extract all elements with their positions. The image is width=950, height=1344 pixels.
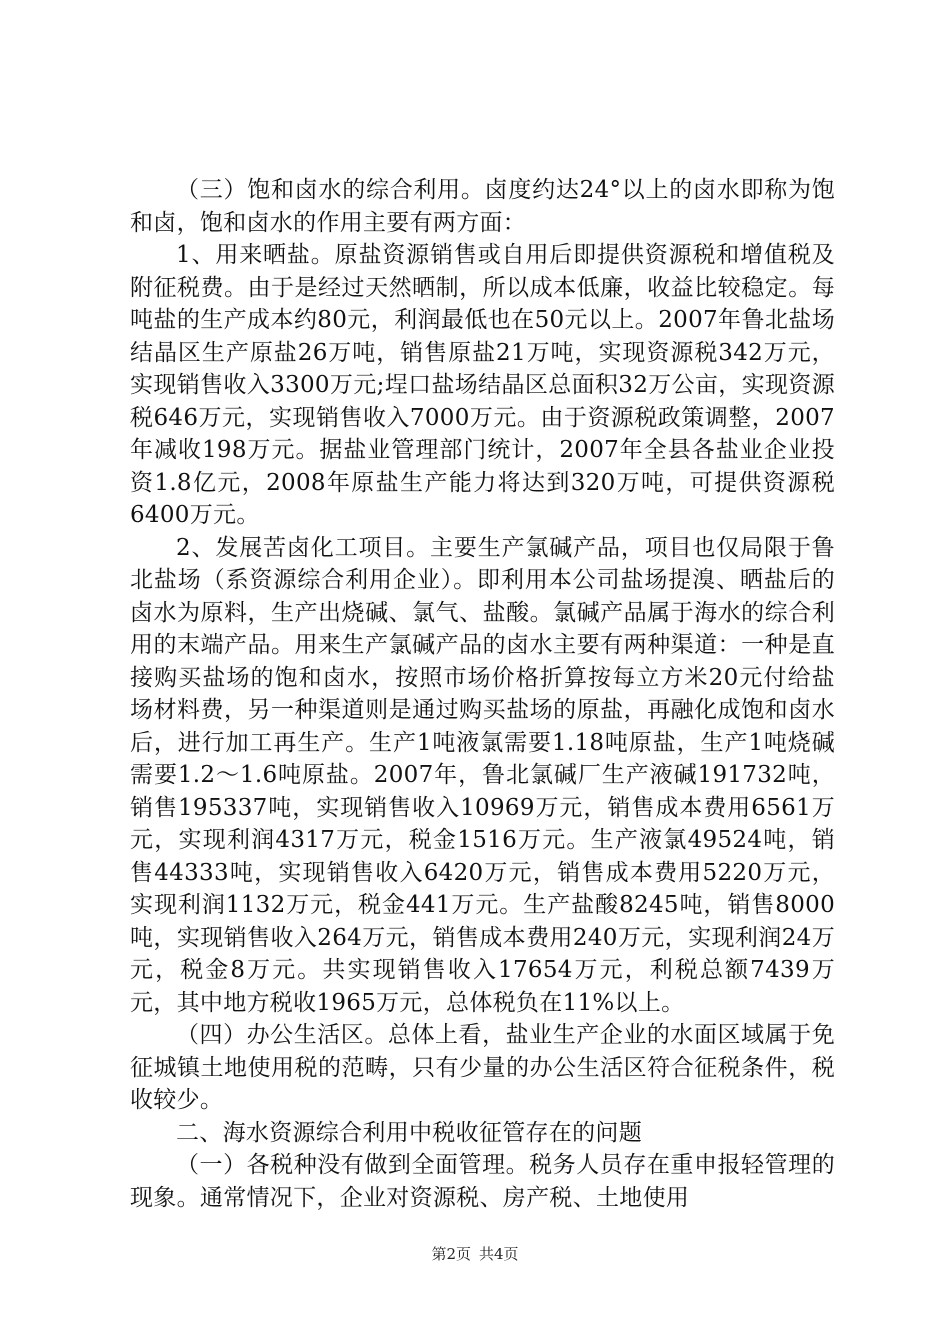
page-number: 第2页 [431, 1245, 471, 1263]
paragraph-tax-management: （一）各税种没有做到全面管理。税务人员存在重申报轻管理的现象。通常情况下，企业对资源税、房产税、土地使用 [130, 1152, 835, 1211]
paragraph-bittern-chemical: 2、发展苦卤化工项目。主要生产氯碱产品，项目也仅局限于鲁北盐场（系资源综合利用企业）。即利用本公司盐场提溴、晒盐后的卤水为原料，生产出烧碱、氯气、盐酸。氯碱产品属于海水的综合利用的末端产品。用来生产氯碱产品的卤水主要有两种渠道：一种是直接购买盐场的饱和卤水，按照市场价格折算按每立方米20元付给盐场材料费，另一种渠道则是通过购买盐场的原盐，再融化成饱和卤水后，进行加工再生产。生产1吨液氯需要1.18吨原盐，生产1吨烧碱需要1.2～1.6吨原盐。2007年，鲁北氯碱厂生产液碱191732吨，销售195337吨，实现销售收入10969万元，销售成本费用6561万元，实现利润4317万元，税金1516万元。生产液氯49524吨，销售44333吨，实现销售收入6420万元，销售成本费用5220万元，实现利润1132万元，税金441万元。生产盐酸8245吨，销售8000吨，实现销售收入264万元，销售成本费用240万元，实现利润24万元，税金8万元。共实现销售收入17654万元，利税总额7439万元，其中地方税收1965万元，总体税负在11%以上。 [130, 534, 835, 1016]
page-total: 共4页 [479, 1245, 519, 1263]
document-body [130, 174, 835, 1214]
paragraph-saturated-brine: （三）饱和卤水的综合利用。卤度约达24°以上的卤水即称为饱和卤，饱和卤水的作用主要有两方面： [130, 177, 835, 236]
section-heading-problems: 二、海水资源综合利用中税收征管存在的问题 [176, 1119, 642, 1146]
page-footer [0, 1244, 950, 1264]
paragraph-salt-drying: 1、用来晒盐。原盐资源销售或自用后即提供资源税和增值税及附征税费。由于是经过天然晒制，所以成本低廉，收益比较稳定。每吨盐的生产成本约80元，利润最低也在50元以上。2007年鲁北盐场结晶区生产原盐26万吨，销售原盐21万吨，实现资源税342万元，实现销售收入3300万元;埕口盐场结晶区总面积32万公亩，实现资源税646万元，实现销售收入7000万元。由于资源税政策调整，2007年减收198万元。据盐业管理部门统计，2007年全县各盐业企业投资1.8亿元，2008年原盐生产能力将达到320万吨，可提供资源税6400万元。 [130, 242, 835, 528]
paragraph-office-area: （四）办公生活区。总体上看，盐业生产企业的水面区域属于免征城镇土地使用税的范畴，只有少量的办公生活区符合征税条件，税收较少。 [130, 1022, 835, 1113]
